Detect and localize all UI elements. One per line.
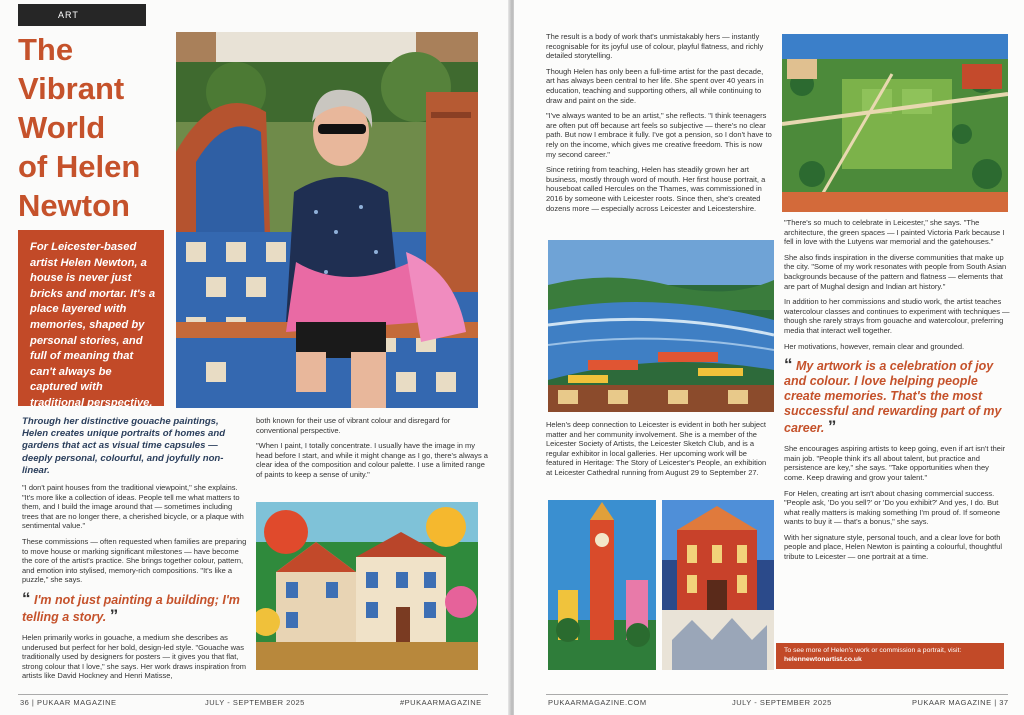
body-paragraph: The result is a body of work that's unmistakably hers — instantly recognisable for its joyful use of colour, playful flatness, and richly detailed storytelling. bbox=[546, 32, 764, 61]
magazine-name: PUKAAR MAGAZINE bbox=[912, 698, 992, 707]
body-paragraph: She also finds inspiration in the diverse communities that make up the city. "Some of my work resonates with people from South Asian backgrounds because of the pattern and flatness — elements that are part of Mughal design and Indian art history." bbox=[784, 252, 1007, 291]
body-paragraph: With her signature style, personal touch, and a clear love for both people and place, Helen Newton is painting a colourful, thoughtful tribute to Leicester — one portrait at a time. bbox=[784, 532, 1003, 562]
house-painting bbox=[256, 502, 478, 670]
title-line: of Helen bbox=[18, 149, 141, 184]
body-paragraph: She encourages aspiring artists to keep going, even if art isn't their main job. "People think it's all about talent, but practice and persistence are key," she says. "Take opportunities when they come. Keep drawing and grow your talent." bbox=[784, 444, 1006, 482]
footer-page-number: PUKAAR MAGAZINE | 37 bbox=[912, 698, 1009, 707]
body-paragraph: Helen's deep connection to Leicester is evident in both her subject matter and her community involvement. She is a member of the Leicester Society of Artists, the Leicester Sketch Club, and is a regular exhibitor in local galleries. Her upcoming work will be featured in Heritage: The Story of Leicester's People, an exhibition at Leicester Cathedral running from August 29 to September 27. bbox=[546, 420, 767, 477]
pull-quote-text: I'm not just painting a building; I'm telling a story. bbox=[22, 592, 240, 624]
page-number: 36 bbox=[20, 698, 30, 707]
page-number: 37 bbox=[999, 698, 1009, 707]
footer-rule bbox=[546, 694, 1008, 695]
body-paragraph: Since retiring from teaching, Helen has steadily grown her art business, mostly through word of mouth. Her first house portrait, a houseboat called Hercules on the Thames, was commissioned in 2016 by someone with Leicester roots. Since then, she's created dozens more — especially across Leicester and Leicestershire. bbox=[546, 165, 766, 213]
cta-link[interactable]: helennewtonartist.co.uk bbox=[784, 655, 862, 663]
cta-text: To see more of Helen's work or commission a portrait, visit: bbox=[784, 647, 962, 654]
pull-quote bbox=[22, 588, 247, 625]
section-tag: ART bbox=[18, 4, 146, 26]
body-paragraph: In addition to her commissions and studio work, the artist teaches watercolour classes and continues to experiment with techniques — though she rarely strays from gouache and watercolour, preferring media that interact well together. bbox=[784, 297, 1010, 335]
cta-box bbox=[776, 643, 1004, 669]
footer-hashtag: #PUKAARMAGAZINE bbox=[400, 698, 482, 707]
body-paragraph: Though Helen has only been a full-time artist for the past decade, art has always been central to her life. She spent over 40 years in education, teaching and supporting others, all while continuing to draw and paint on the side. bbox=[546, 66, 764, 105]
open-quote-mark: “ bbox=[784, 355, 793, 375]
park-painting bbox=[782, 34, 1008, 212]
title-line: Newton bbox=[18, 188, 130, 223]
right-column-1-bottom bbox=[546, 420, 774, 484]
article-title bbox=[18, 30, 178, 225]
pull-quote bbox=[784, 357, 1010, 436]
left-column-1 bbox=[22, 416, 247, 687]
title-line: Vibrant bbox=[18, 71, 125, 106]
left-column-2 bbox=[256, 416, 488, 486]
title-line: World bbox=[18, 110, 106, 145]
footer-page-number: 36 | PUKAAR MAGAZINE bbox=[20, 698, 117, 707]
body-paragraph: Helen primarily works in gouache, a medium she describes as underused but perfect for her bold, design-led style. "Gouache was traditionally used by designers for posters — it gives you that flat, strong colour that I love," she says. Her work draws inspiration from artists like David Hockney and Henri Matisse, bbox=[22, 632, 247, 681]
pull-quote-text: My artwork is a celebration of joy and colour. I love helping people create memories. That's the most successful and rewarding part of my career. bbox=[784, 359, 1002, 436]
body-paragraph: "There's so much to celebrate in Leicester," she says. "The architecture, the green spaces — I painted Victoria Park because I fell in love with the Lutyens war memorial and the gatehouses." bbox=[784, 218, 1005, 247]
lead-box bbox=[18, 230, 164, 409]
open-quote-mark: “ bbox=[22, 588, 31, 608]
body-paragraph: "I've always wanted to be an artist," she reflects. "I think teenagers are often put off because art feels so subjective — there's no clear path. But now I embrace it fully. I've got a pension, so I don't have to rely on the income, which gives me creative freedom. This is now my second career." bbox=[546, 111, 772, 159]
left-page bbox=[0, 0, 510, 715]
intro-paragraph: Through her distinctive gouache paintings, Helen creates unique portraits of homes and gardens that act as visual time capsules — deeply personal, colourful, and joyfully non-linear. bbox=[22, 416, 226, 476]
cathedral-painting bbox=[662, 500, 774, 670]
body-paragraph: For Helen, creating art isn't about chasing commercial success. "People ask, 'Do you sell?' or 'Do you exhibit?' And yes, I do. But what really matters is making something I'm proud of. If someone wants to buy it — that's a bonus," she says. bbox=[784, 488, 1001, 527]
right-column-2 bbox=[784, 218, 1010, 568]
body-paragraph: "I don't paint houses from the traditional viewpoint," she explains. "It's more like a collection of ideas. People tell me what matters to them, and I build the image around that — sometimes including trees that are no longer there, a cherished bicycle, or a plaque with sentimental value." bbox=[22, 483, 244, 531]
portrait-photo bbox=[176, 32, 478, 408]
body-paragraph: Her motivations, however, remain clear and grounded. bbox=[784, 341, 965, 351]
footer-date: JULY - SEPTEMBER 2025 bbox=[732, 698, 832, 707]
right-page bbox=[514, 0, 1024, 715]
clock-tower-painting bbox=[548, 500, 656, 670]
close-quote-mark: ” bbox=[827, 417, 837, 437]
magazine-name: PUKAAR MAGAZINE bbox=[36, 698, 117, 707]
footer-rule bbox=[18, 694, 488, 695]
body-paragraph: both known for their use of vibrant colour and disregard for conventional perspective. bbox=[256, 416, 451, 435]
body-paragraph: "When I paint, I totally concentrate. I usually have the image in my head before I start, and while it might change as I go, there's always a clear idea of the composition and colour palette. I use a limited range of paints to keep a sense of unity." bbox=[256, 441, 488, 479]
title-line: The bbox=[18, 32, 74, 67]
river-painting bbox=[548, 240, 774, 412]
close-quote-mark: ” bbox=[109, 605, 119, 625]
body-paragraph: These commissions — often requested when families are preparing to move house or marking significant milestones — have become the core of the artist's practice. She brings together colour, pattern, and emotion into stylised, memory-rich compositions. "It's like a puzzle," she says. bbox=[22, 536, 247, 585]
portrait-photo-illustration bbox=[176, 32, 478, 408]
footer-website: PUKAARMAGAZINE.COM bbox=[548, 698, 647, 707]
lead-text: For Leicester-based artist Helen Newton, a house is never just bricks and mortar. It's a place layered with memories, shaped by personal stories, and full of meaning that can't always be captured with traditional perspective. bbox=[30, 241, 156, 409]
right-column-1 bbox=[546, 32, 774, 219]
footer-date: JULY - SEPTEMBER 2025 bbox=[205, 698, 305, 707]
